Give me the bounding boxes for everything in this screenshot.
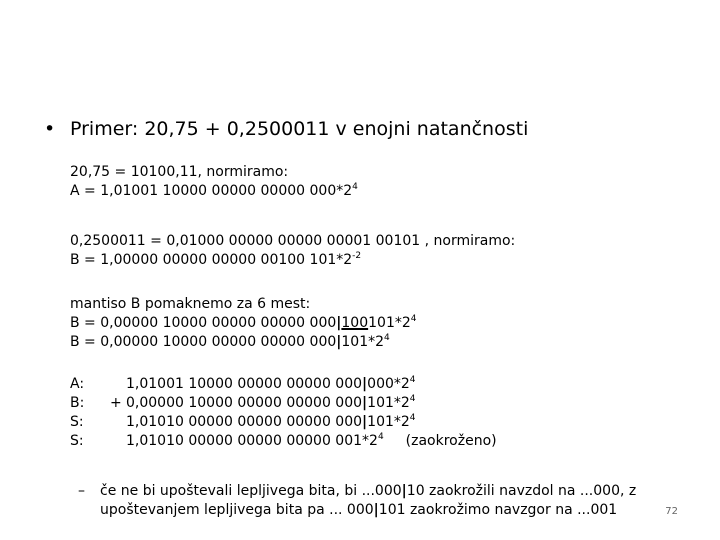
slide-heading <box>44 118 528 140</box>
discarded-bits: 100 <box>341 315 369 331</box>
sticky-bar: | <box>336 315 342 331</box>
b-exponent: -2 <box>352 251 362 261</box>
normalization-b-block <box>70 232 515 270</box>
rounded-note: (zaokroženo) <box>405 433 497 449</box>
addition-table <box>70 375 497 451</box>
addition-row: S: 1,01010 00000 00000 00000 $000|101*2^4$ <box>70 413 416 430</box>
dash-icon: – <box>78 483 85 499</box>
page-number: 72 <box>665 506 678 517</box>
a-exponent: 4 <box>352 182 358 192</box>
b-sticky-line: B = 0,00000 10000 00000 00000 $000|101*2^4$ <box>70 333 390 350</box>
b-normalized-line: B = 1,00000 00000 00000 00100 $101*2^{-2}$ <box>70 251 362 268</box>
heading-text: Primer: 20,75 + 0,2500011 v enojni natančnosti <box>70 118 529 140</box>
addition-row: S: 1,01010 00000 00000 00000 $001*2^4$ (zaokroženo) <box>70 432 497 449</box>
shift-b-block <box>70 295 417 352</box>
addition-row: B: + 0,00000 10000 00000 00000 $000|101*2^4$ <box>70 394 416 411</box>
normalization-a-block <box>70 163 358 201</box>
a-normalized-line: A = 1,01001 10000 00000 00000 $000*2^4$ <box>70 182 358 199</box>
a-conversion-line: 20,75 = 10100,11, normiramo: <box>70 164 289 180</box>
shift-description: mantiso B pomaknemo za 6 mest: <box>70 296 311 312</box>
sticky-bit-note: – če ne bi upoštevali lepljivega bita, bi ...000|10 zaokrožili navzdol na ...000, z upoštevanjem lepljivega bita pa ... 000|101 zaokrožimo navzgor na ...001 <box>78 483 637 518</box>
b-shifted-line: B = 0,00000 10000 00000 00000 $000|100101*2^4$ <box>70 314 417 331</box>
plus-operator: + <box>110 395 122 411</box>
sticky-bar: | <box>336 334 342 350</box>
bullet-icon: • <box>44 118 56 140</box>
b-conversion-line: 0,2500011 = 0,01000 00000 00000 00001 00101 , normiramo: <box>70 233 516 249</box>
addition-row: A: 1,01001 10000 00000 00000 $000|000*2^4$ <box>70 375 416 392</box>
